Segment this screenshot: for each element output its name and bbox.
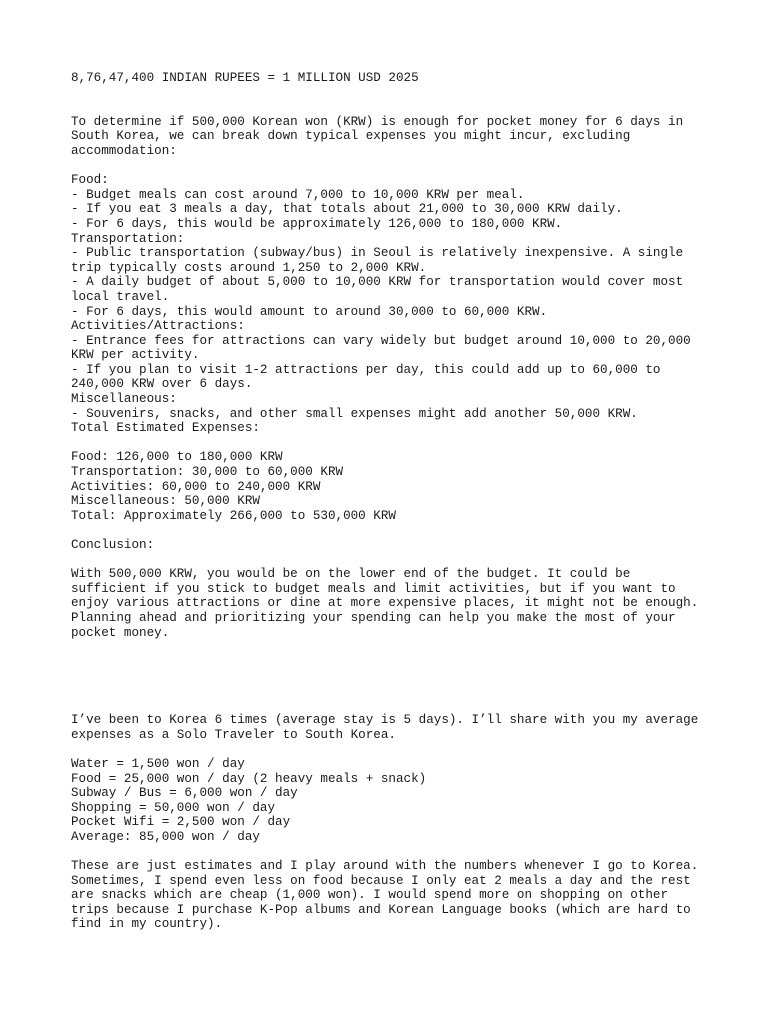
blank-line bbox=[71, 553, 731, 568]
text-line: Transportation: 30,000 to 60,000 KRW bbox=[71, 465, 344, 480]
blank-line bbox=[71, 100, 731, 115]
blank-line bbox=[71, 159, 731, 174]
text-line: Total Estimated Expenses: bbox=[71, 421, 260, 436]
text-line: 8,76,47,400 INDIAN RUPEES = 1 MILLION USD 2025 bbox=[71, 71, 419, 85]
text-line: South Korea, we can break down typical expenses you might incur, excluding bbox=[71, 129, 631, 144]
blank-line bbox=[71, 655, 731, 670]
text-line: pocket money. bbox=[71, 625, 170, 640]
text-line: 240,000 KRW over 6 days. bbox=[71, 377, 253, 392]
text-line: - Budget meals can cost around 7,000 to 10,000 KRW per meal. bbox=[71, 187, 525, 202]
text-line: find in my country). bbox=[71, 917, 223, 932]
document-body bbox=[71, 71, 731, 932]
text-line: Miscellaneous: bbox=[71, 392, 177, 407]
text-line: - Souvenirs, snacks, and other small expenses might add another 50,000 KRW. bbox=[71, 406, 638, 421]
text-line: Pocket Wifi = 2,500 won / day bbox=[71, 815, 291, 830]
text-line: These are just estimates and I play around with the numbers whenever I go to Korea. bbox=[71, 859, 699, 874]
text-line: - Entrance fees for attractions can vary widely but budget around 10,000 to 20,000 bbox=[71, 333, 691, 348]
blank-line bbox=[71, 669, 731, 684]
blank-line bbox=[71, 742, 731, 757]
text-line: Water = 1,500 won / day bbox=[71, 756, 245, 771]
text-line: trip typically costs around 1,250 to 2,000 KRW. bbox=[71, 260, 427, 275]
blank-line bbox=[71, 844, 731, 859]
blank-line bbox=[71, 523, 731, 538]
text-line: - Public transportation (subway/bus) in Seoul is relatively inexpensive. A single bbox=[71, 246, 684, 261]
text-line: Planning ahead and prioritizing your spending can help you make the most of your bbox=[71, 610, 676, 625]
text-line: Transportation: bbox=[71, 231, 185, 246]
text-line: Food = 25,000 won / day (2 heavy meals + snack) bbox=[71, 771, 427, 786]
blank-line bbox=[71, 684, 731, 699]
blank-line bbox=[71, 86, 731, 101]
text-line: are snacks which are cheap (1,000 won). I would spend more on shopping on other bbox=[71, 888, 669, 903]
text-line: sufficient if you stick to budget meals and limit activities, but if you want to bbox=[71, 581, 676, 596]
text-line: Activities/Attractions: bbox=[71, 319, 245, 334]
text-line: Miscellaneous: 50,000 KRW bbox=[71, 494, 260, 509]
text-line: local travel. bbox=[71, 289, 170, 304]
text-line: Activities: 60,000 to 240,000 KRW bbox=[71, 479, 321, 494]
blank-line bbox=[71, 640, 731, 655]
text-line: Shopping = 50,000 won / day bbox=[71, 800, 276, 815]
blank-line bbox=[71, 699, 731, 714]
text-line: Conclusion: bbox=[71, 538, 155, 552]
text-line: Subway / Bus = 6,000 won / day bbox=[71, 786, 298, 801]
text-line: Average: 85,000 won / day bbox=[71, 829, 260, 844]
text-line: - If you plan to visit 1-2 attractions per day, this could add up to 60,000 to bbox=[71, 362, 661, 377]
text-line: - For 6 days, this would be approximately 126,000 to 180,000 KRW. bbox=[71, 216, 563, 231]
text-line: - If you eat 3 meals a day, that totals about 21,000 to 30,000 KRW daily. bbox=[71, 202, 623, 217]
text-line: Food: bbox=[71, 173, 109, 188]
text-line: Sometimes, I spend even less on food because I only eat 2 meals a day and the rest bbox=[71, 873, 691, 888]
text-line: accommodation: bbox=[71, 143, 177, 158]
text-line: KRW per activity. bbox=[71, 348, 200, 363]
text-line: Food: 126,000 to 180,000 KRW bbox=[71, 450, 283, 465]
blank-line bbox=[71, 436, 731, 451]
text-line: - For 6 days, this would amount to around 30,000 to 60,000 KRW. bbox=[71, 304, 548, 319]
text-line: I’ve been to Korea 6 times (average stay is 5 days). I’ll share with you my average bbox=[71, 713, 699, 728]
text-line: expenses as a Solo Traveler to South Korea. bbox=[71, 727, 396, 742]
text-line: - A daily budget of about 5,000 to 10,000 KRW for transportation would cover most bbox=[71, 275, 684, 290]
text-line: trips because I purchase K-Pop albums and Korean Language books (which are hard to bbox=[71, 902, 691, 917]
text-line: Total: Approximately 266,000 to 530,000 KRW bbox=[71, 508, 396, 523]
text-line: With 500,000 KRW, you would be on the lower end of the budget. It could be bbox=[71, 567, 631, 582]
text-line: enjoy various attractions or dine at more expensive places, it might not be enough. bbox=[71, 596, 699, 611]
text-line: To determine if 500,000 Korean won (KRW) is enough for pocket money for 6 days in bbox=[71, 114, 684, 129]
